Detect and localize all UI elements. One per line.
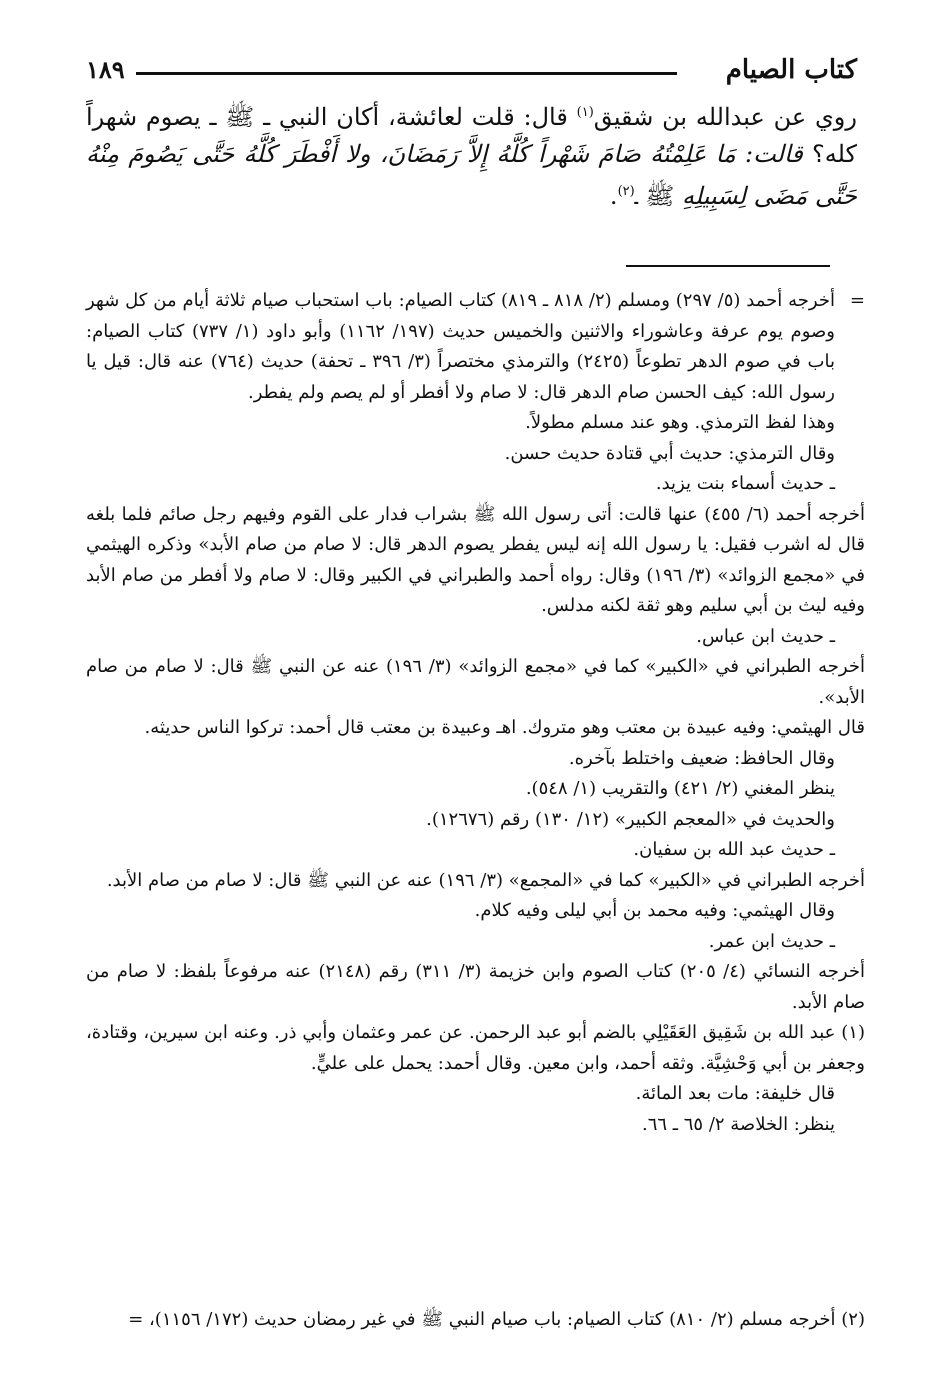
note-paragraph: وقال الترمذي: حديث أبي قتادة حديث حسن. <box>504 442 835 464</box>
footnote-1: (١) عبد الله بن شَقِيق العَقَيْلِي بالضم أبو عبد الرحمن. عن عمر وعثمان وأبي ذر. وعنه ابن سيرين، وقتادة، وجعفر بن أبي وَحْشِيَّة. وثقه أحمد، وابن معين. وقال أحمد: يحمل على عليٍّ. <box>86 1022 865 1074</box>
main-line-1b: قال: قلت لعائشة، أكان النبي ـ ﷺ ـ يصوم شهراً كله؟ <box>86 103 857 168</box>
footnotes <box>86 286 865 1140</box>
footnote-2: (٢) أخرجه مسلم (٢/ ٨١٠) كتاب الصيام: باب صيام النبي ﷺ في غير رمضان حديث (١٧٢/ ١١٥٦)، = <box>128 1309 865 1330</box>
page-number: ١٨٩ <box>86 55 125 84</box>
footnote-ref-2: (٢) <box>617 184 635 199</box>
main-line-2: قالت: مَا عَلِمْتُهُ صَامَ شَهْراً كُلَّهُ إِلاَّ رَمَضَانَ، ولا أَفْطَرَ كُلَّهُ حَتَّى يَصُومَ مِنْهُ حَتَّى مَضَى لِسَبِيلِهِ <box>86 140 857 210</box>
note-paragraph: وقال الحافظ: ضعيف واختلط بآخره. <box>568 747 835 769</box>
main-line-3: ﷺ ـ <box>634 182 675 210</box>
note-paragraph: ـ حديث ابن عباس. <box>696 625 835 647</box>
note-paragraph: والحديث في «المعجم الكبير» (١٢/ ١٣٠) رقم (١٢٦٧٦). <box>426 808 835 830</box>
note-paragraph: أخرجه الطبراني في «الكبير» كما في «مجمع الزوائد» (٣/ ١٩٦) عنه عن النبي ﷺ قال: لا صام من صام الأبد». <box>86 656 865 708</box>
note-paragraph: وهذا لفظ الترمذي. وهو عند مسلم مطولاً. <box>525 412 835 433</box>
footnote-ref-1: (١) <box>576 105 594 120</box>
main-line-1: روي عن عبدالله بن شقيق <box>593 103 857 131</box>
note-paragraph: ـ حديث أسماء بنت يزيد. <box>655 473 835 494</box>
note-paragraph: ـ حديث ابن عمر. <box>708 930 835 952</box>
page-header <box>86 52 857 92</box>
note-paragraph: ينظر المغني (٢/ ٤٢١) والتقريب (١/ ٥٤٨). <box>525 778 835 799</box>
note-paragraph: ـ حديث عبد الله بن سفيان. <box>633 839 835 860</box>
note-paragraph: أخرجه النسائي (٤/ ٢٠٥) كتاب الصوم وابن خزيمة (٣/ ٣١١) رقم (٢١٤٨) عنه مرفوعاً بلفظ: لا صام من صام الأبد. <box>86 961 865 1013</box>
note-paragraph: وقال الهيثمي: وفيه محمد بن أبي ليلى وفيه كلام. <box>474 900 835 921</box>
note-paragraph: أخرجه أحمد (٥/ ٢٩٧) ومسلم (٢/ ٨١٨ ـ ٨١٩) كتاب الصيام: باب استحباب صيام ثلاثة أيام من كل شهر وصوم يوم عرفة وعاشوراء والاثنين والخميس حديث (١٩٧/ ١١٦٢) وأبو داود (١/ ٧٣٧) كتاب الصيام: باب في صوم الدهر تطوعاً (٢٤٢٥) والترمذي مختصراً (٣/ ٣٩٦ ـ تحفة) حديث (٧٦٤) عنه قال: قيل يا رسول الله: كيف الحسن صام الدهر قال: لا صام ولا أفطر أو لم يصم ولم يفطر. <box>86 290 836 403</box>
header-rule <box>136 72 677 75</box>
footnote-separator <box>626 265 830 267</box>
main-paragraph: روي عن عبدالله بن شقيق$^{(١)}$ قال: قلت لعائشة، أكان النبي ـ ﷺ ـ يصوم شهراً كله؟ قالت: مَا عَلِمْتُهُ صَامَ شَهْراً كُلَّهُ إِلاَّ رَمَضَانَ، ولا أَفْطَرَ كُلَّهُ حَتَّى يَصُومَ مِنْهُ حَتَّى مَضَى لِسَبِيلِهِ ﷺ ـ$^{(٢)}$. <box>86 103 857 210</box>
note-paragraph: قال الهيثمي: وفيه عبيدة بن معتب وهو متروك. اهـ وعبيدة بن معتب قال أحمد: تركوا الناس حديثه. <box>144 717 865 738</box>
footnote-1-line: قال خليفة: مات بعد المائة. <box>635 1083 835 1104</box>
footnote-1-line: ينظر: الخلاصة ٢/ ٦٥ ـ ٦٦. <box>641 1113 835 1135</box>
running-title: كتاب الصيام <box>725 55 857 85</box>
continuation-mark: = <box>849 290 865 311</box>
main-text <box>86 94 857 215</box>
note-paragraph: أخرجه الطبراني في «الكبير» كما في «المجمع» (٣/ ١٩٦) عنه عن النبي ﷺ قال: لا صام من صام الأبد. <box>106 869 865 891</box>
note-paragraph: أخرجه أحمد (٦/ ٤٥٥) عنها قالت: أتى رسول الله ﷺ بشراب فدار على القوم وفيهم رجل صائم فلما بلغه قال له اشرب فقيل: يا رسول الله إنه ليس يفطر يصوم الدهر قال: لا صام من صام الأبد» وذكره الهيثمي في «مجمع الزوائد» (٣/ ١٩٦) وقال: رواه أحمد والطبراني في الكبير وقال: لا صام ولا أفطر من صام الأبد وفيه ليث بن أبي سليم وهو ثقة لكنه مدلس. <box>86 503 865 616</box>
